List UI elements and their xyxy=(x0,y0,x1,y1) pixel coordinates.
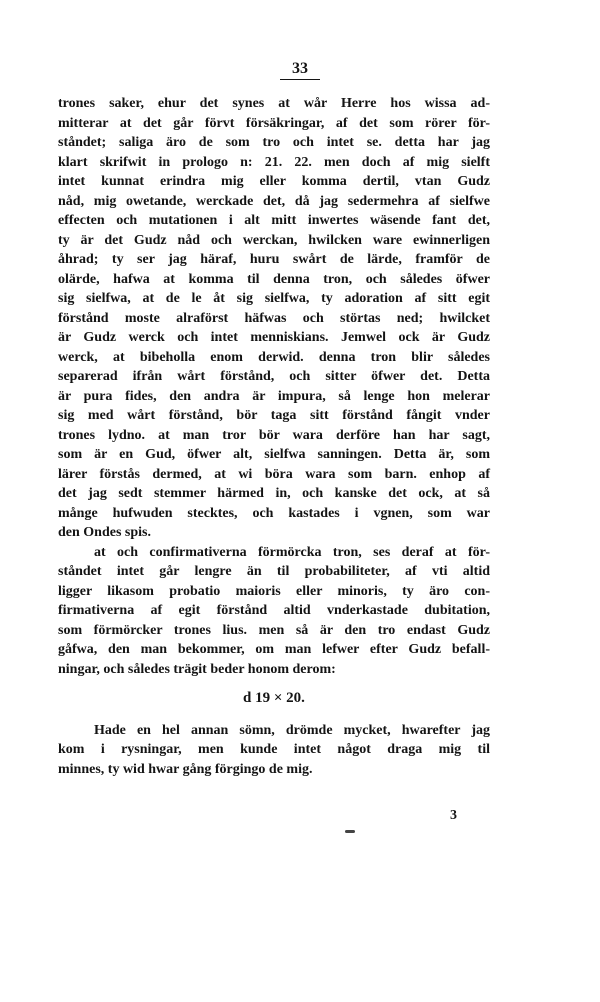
text-line: nåd, mig owetande, werckade det, då jag sedermehra af sielfwe xyxy=(58,193,490,209)
page-number-text: 33 xyxy=(292,60,308,77)
text-line: lärer förstås dermed, at wi böra wara som barn. enhop af xyxy=(58,466,490,482)
text-line: det jag sedt stemmer härmed in, och kanske det ock, at så xyxy=(58,486,490,501)
text-line: den Ondes spis. xyxy=(58,525,151,540)
text-line: intet kunnat erindra mig eller komma dertil, vtan Gudz xyxy=(58,174,490,189)
text-line: klart skrifwit in prologo n: 21. 22. men doch af mig sielft xyxy=(58,154,490,170)
text-line: kom i rysningar, men kunde intet något draga mig til xyxy=(58,742,490,757)
body-text xyxy=(58,94,490,779)
text-line: ståndet; saliga äro de som tro och intet se. detta har jag xyxy=(58,135,490,150)
text-line: som är en Gud, öfwer alt, sielfwa sanningen. Detta är, som xyxy=(58,447,490,462)
text-line: minnes, ty wid hwar gång förgingo de mig. xyxy=(58,761,313,777)
text-line: effecten och mutationen i alt mitt inwertes wäsende fant det, xyxy=(58,213,490,228)
text-line: ligger likasom probatio maioris eller minoris, ty äro con- xyxy=(58,583,490,599)
entry-date: d 19 × 20. xyxy=(243,690,305,706)
text-line: som förmörcker trones lius. men så är den tro endast Gudz xyxy=(58,622,490,638)
text-line: Hade en hel annan sömn, drömde mycket, hwarefter jag xyxy=(94,722,490,738)
text-line: gåfwa, den man bekommer, om man lefwer efter Gudz befall- xyxy=(58,642,490,657)
paragraph-3 xyxy=(58,721,490,780)
text-line: sig sielfwa, at de le åt sig sielfwa, ty adoration af sitt egit xyxy=(58,291,490,306)
paragraph-1 xyxy=(58,94,490,543)
text-line: är Gudz werck och intet menniskians. Jemwel ock är Gudz xyxy=(58,330,490,345)
page-number-underline xyxy=(280,79,320,80)
text-line: firmativerna af egit förstånd altid vnderkastade dubitation, xyxy=(58,603,490,618)
text-line: sig med wårt förstånd, bör taga sitt förstånd fångit vnder xyxy=(58,408,490,423)
text-line: werck, at bibeholla enom derwid. denna tron blir således xyxy=(58,349,490,365)
text-line: trones lydno. at man tror bör wara derföre han har sagt, xyxy=(58,427,490,443)
text-line: separerad ifrån wårt förstånd, och sitter öfwer det. Detta xyxy=(58,369,490,384)
text-line: är pura fides, den andra är impura, så lenge hon melerar xyxy=(58,388,490,404)
text-line: trones saker, ehur det synes at wår Herre hos wissa ad- xyxy=(58,96,490,111)
text-line: ståndet intet går lengre än til probabiliteter, af vti altid xyxy=(58,564,490,579)
text-line: förstånd moste alraförst häfwas och störtas ned; hwilcket xyxy=(58,310,490,326)
signature-mark: 3 xyxy=(450,808,457,823)
text-line: åhrad; ty ser jag häraf, huru swårt de lärde, framför de xyxy=(58,252,490,267)
text-line: månge hufwuden stecktes, och kastades i vgnen, som war xyxy=(58,505,490,521)
text-line: ningar, och således trägit beder honom derom: xyxy=(58,661,336,677)
text-line: mitterar at det går förvt försäkringar, af det som rörer för- xyxy=(58,115,490,131)
text-line: at och confirmativerna förmörcka tron, ses deraf at för- xyxy=(94,544,490,560)
text-line: olärde, hafwa at komma til denna tron, och således öfwer xyxy=(58,271,490,287)
ink-smudge xyxy=(345,830,355,833)
text-line: ty är det Gudz nåd och werckan, hwilcken ware ewinnerligen xyxy=(58,232,490,248)
paragraph-2 xyxy=(58,543,490,680)
page-number xyxy=(0,60,600,80)
